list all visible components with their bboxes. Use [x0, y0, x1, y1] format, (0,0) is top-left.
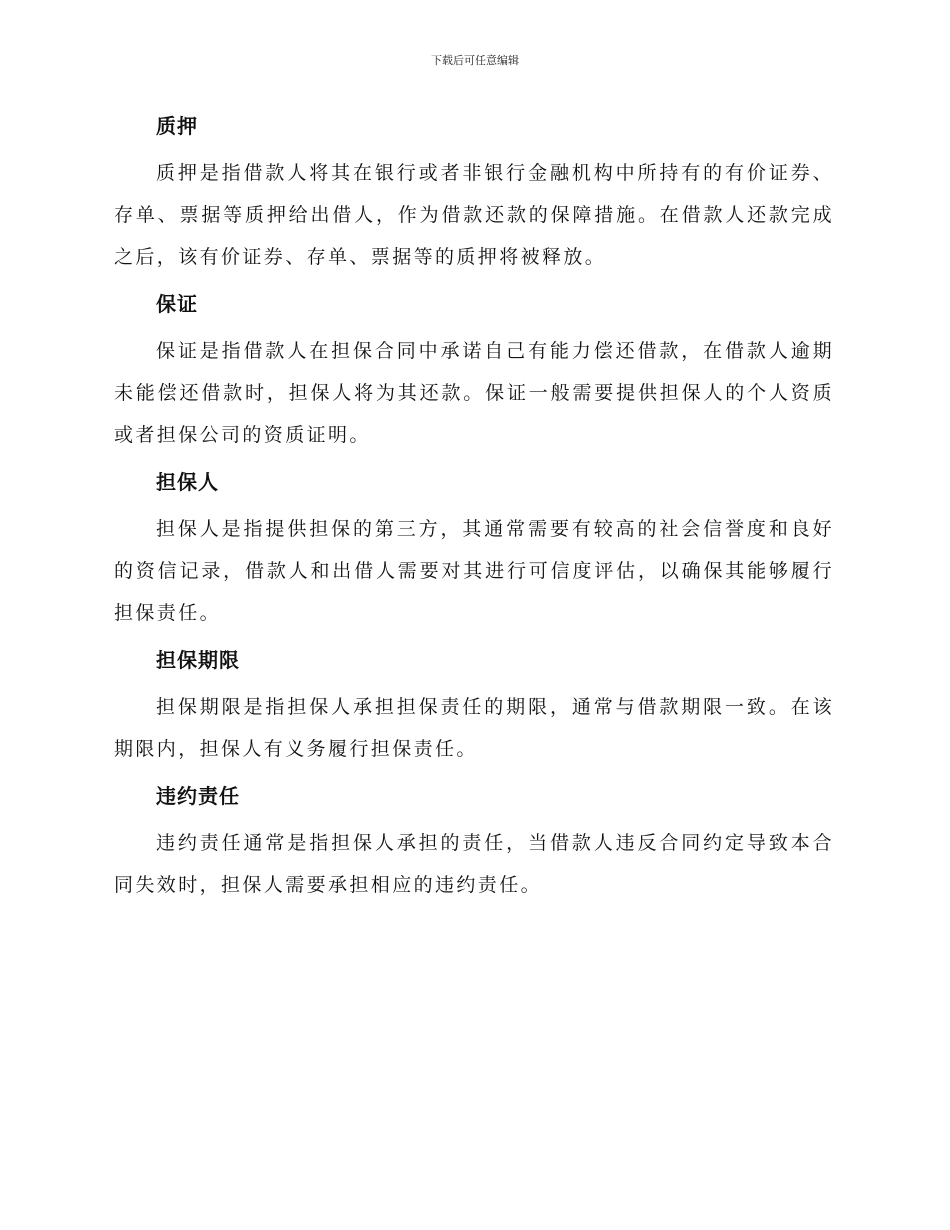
- page-header: 下载后可任意编辑: [431, 54, 519, 67]
- section-heading: 保证: [156, 292, 198, 316]
- section-paragraph: 担保期限是指担保人承担担保责任的期限，通常与借款期限一致。在该期限内，担保人有义务履行担保责任。: [114, 696, 834, 760]
- document-body: [114, 110, 834, 916]
- section-paragraph: 保证是指借款人在担保合同中承诺自己有能力偿还借款，在借款人逾期未能偿还借款时，担保人将为其还款。保证一般需要提供担保人的个人资质或者担保公司的资质证明。: [114, 340, 834, 446]
- section-paragraph: 质押是指借款人将其在银行或者非银行金融机构中所持有的有价证券、存单、票据等质押给出借人，作为借款还款的保障措施。在借款人还款完成之后，该有价证券、存单、票据等的质押将被释放。: [114, 162, 834, 268]
- section-heading: 违约责任: [156, 784, 240, 808]
- section-heading: 质押: [156, 114, 198, 138]
- section-guarantee-period: [114, 644, 834, 770]
- section-guarantor: [114, 466, 834, 634]
- section-pledge: [114, 110, 834, 278]
- section-paragraph: 违约责任通常是指担保人承担的责任，当借款人违反合同约定导致本合同失效时，担保人需要承担相应的违约责任。: [114, 832, 834, 896]
- section-breach-liability: [114, 780, 834, 906]
- section-heading: 担保期限: [156, 648, 240, 672]
- section-heading: 担保人: [156, 470, 219, 494]
- section-paragraph: 担保人是指提供担保的第三方，其通常需要有较高的社会信誉度和良好的资信记录，借款人和出借人需要对其进行可信度评估，以确保其能够履行担保责任。: [114, 518, 834, 624]
- section-guarantee: [114, 288, 834, 456]
